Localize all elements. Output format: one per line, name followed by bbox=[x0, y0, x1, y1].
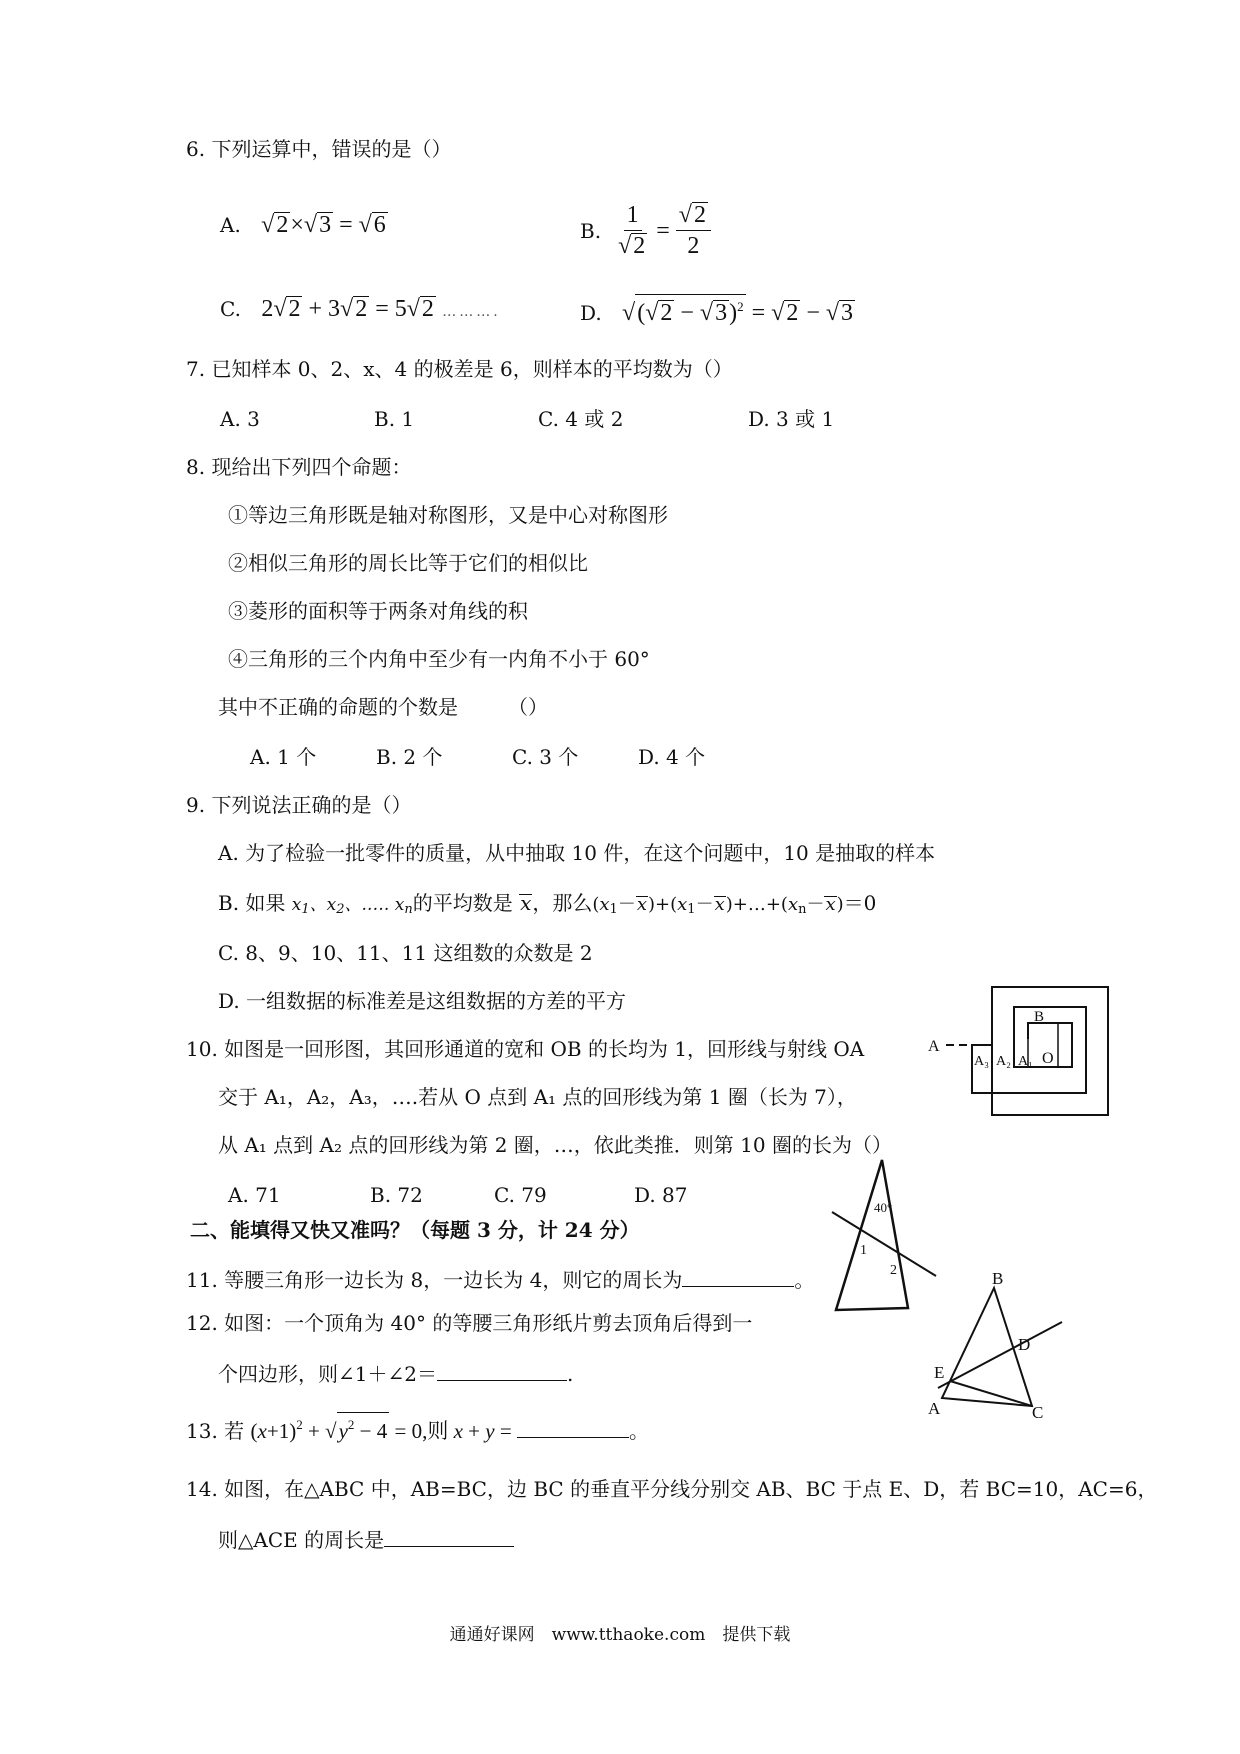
q14-triangle-figure bbox=[924, 1270, 1064, 1420]
q10-line-2: 交于 A₁，A₂，A₃，….若从 O 点到 A₁ 点的回形线为第 1 圈（长为 7）， bbox=[218, 1085, 857, 1109]
q11-text bbox=[186, 1264, 814, 1293]
q7-stem: 7. 已知样本 0、2、x、4 的极差是 6，则样本的平均数为（） bbox=[186, 357, 733, 381]
q12-fig-label-2: 2 bbox=[890, 1263, 897, 1278]
q14-fig-label-a: A bbox=[928, 1399, 941, 1418]
q10-fig-label-b: B bbox=[1034, 1009, 1045, 1025]
q12-end: . bbox=[566, 1362, 574, 1386]
q10-fig-label-a2: A₂ bbox=[996, 1054, 1011, 1069]
q12-fig-label-1: 1 bbox=[860, 1243, 867, 1258]
q9-option-a: A. 为了检验一批零件的质量，从中抽取 10 件，在这个问题中，10 是抽取的样本 bbox=[218, 841, 936, 865]
q10-fig-label-a1: A₁ bbox=[1018, 1054, 1033, 1069]
q13-end: 。 bbox=[628, 1419, 649, 1443]
q14-fig-label-e: E bbox=[934, 1363, 945, 1382]
q12-line-2 bbox=[218, 1358, 573, 1387]
q10-option-a: A. 71 bbox=[228, 1183, 281, 1207]
q9-option-b-mid: 的平均数是 bbox=[412, 891, 513, 915]
q9-option-b-sum: $(x_1-x)+(x_1-x)+\dots+(x_n-x)$ bbox=[592, 894, 844, 917]
q14-fig-label-d: D bbox=[1018, 1335, 1031, 1354]
q10-spiral-figure bbox=[926, 985, 1116, 1120]
q14-fig-label-c: C bbox=[1032, 1403, 1044, 1420]
q14-fig-label-b: B bbox=[992, 1270, 1004, 1288]
q8-stem: 8. 现给出下列四个命题： bbox=[186, 455, 412, 479]
q10-option-c: C. 79 bbox=[494, 1183, 547, 1207]
q6-option-b-math: $\frac{1}{√2}$ = $\frac{√2}{2}$ bbox=[615, 200, 711, 261]
q9-option-b-end: ＝0 bbox=[843, 891, 877, 915]
q10-line-1: 10. 如图是一回形图，其回形通道的宽和 OB 的长均为 1，回形线与射线 OA bbox=[186, 1037, 865, 1061]
q13-equation: $(x+1)^2 + √y^2 - 4 = 0$,则 x + y = bbox=[251, 1419, 517, 1443]
q6-option-d-label: D. bbox=[580, 301, 602, 325]
q9-xbar: x bbox=[520, 891, 532, 915]
q13-answer-blank[interactable] bbox=[517, 1415, 629, 1438]
q9-option-b-then: ，那么 bbox=[532, 891, 593, 915]
q9-stem: 9. 下列说法正确的是（） bbox=[186, 793, 412, 817]
q8-question: 其中不正确的命题的个数是 （） bbox=[218, 695, 548, 719]
q6-option-a-math: √2×√3 = √6 bbox=[261, 212, 386, 238]
q10-line-3: 从 A₁ 点到 A₂ 点的回形线为第 2 圈，…，依此类推．则第 10 圈的长为（） bbox=[218, 1133, 892, 1157]
q6-option-d bbox=[580, 294, 855, 326]
q6-option-c bbox=[220, 296, 501, 325]
q11-end: 。 bbox=[794, 1268, 815, 1292]
q14-line-1: 14. 如图，在△ABC 中，AB=BC，边 BC 的垂直平分线分别交 AB、BC 于点 E、D，若 BC=10，AC=6， bbox=[186, 1477, 1158, 1501]
q7-option-c: C. 4 或 2 bbox=[538, 407, 624, 431]
q7-option-d: D. 3 或 1 bbox=[748, 407, 835, 431]
q6-option-b-label: B. bbox=[580, 218, 602, 243]
q12-fig-label-40: 40° bbox=[874, 1200, 893, 1215]
q14-answer-blank[interactable] bbox=[384, 1524, 514, 1547]
q6-option-a bbox=[220, 212, 388, 238]
q7-option-b: B. 1 bbox=[374, 407, 415, 431]
section-2-heading: 二、能填得又快又准吗？（每题 3 分，计 24 分） bbox=[190, 1218, 640, 1242]
q6-option-d-math: $√(√2 - √3)^2 = √2 - √3$ bbox=[622, 300, 855, 326]
q9-option-c: C. 8、9、10、11、11 这组数的众数是 2 bbox=[218, 941, 593, 965]
q13-prefix: 13. 若 bbox=[186, 1419, 245, 1443]
q8-option-d: D. 4 个 bbox=[638, 745, 706, 769]
q14-line-2-text: 则△ACE 的周长是 bbox=[218, 1528, 385, 1552]
q9-option-b-vars: $x_1$、$x_2$、.…. $x_n$ bbox=[291, 895, 413, 917]
q12-answer-blank[interactable] bbox=[437, 1358, 567, 1381]
q7-option-a: A. 3 bbox=[220, 407, 260, 431]
q11-answer-blank[interactable] bbox=[682, 1264, 794, 1287]
q11-stem: 11. 等腰三角形一边长为 8，一边长为 4，则它的周长为 bbox=[186, 1268, 683, 1292]
q8-option-c: C. 3 个 bbox=[512, 745, 579, 769]
q6-option-c-dots: ………. bbox=[442, 304, 501, 320]
q12-line-2-text: 个四边形，则∠1＋∠2＝ bbox=[218, 1362, 437, 1386]
q6-stem: 6. 下列运算中，错误的是（） bbox=[186, 137, 452, 161]
q8-option-a: A. 1 个 bbox=[250, 745, 317, 769]
q14-line-2 bbox=[218, 1524, 514, 1553]
q6-option-b bbox=[580, 200, 711, 261]
q13-text bbox=[186, 1412, 649, 1444]
q6-option-c-label: C. bbox=[220, 297, 241, 321]
q9-option-b bbox=[218, 890, 876, 923]
q10-option-b: B. 72 bbox=[370, 1183, 423, 1207]
q8-item-2: ②相似三角形的周长比等于它们的相似比 bbox=[228, 551, 588, 575]
q6-option-c-math: 2√2 + 3√2 = 5√2 bbox=[261, 296, 434, 322]
q6-option-a-label: A. bbox=[220, 213, 241, 237]
q10-fig-label-a3: A₃ bbox=[974, 1054, 989, 1069]
q8-option-b: B. 2 个 bbox=[376, 745, 443, 769]
q9-option-b-prefix: B. 如果 bbox=[218, 891, 286, 915]
q8-item-1: ①等边三角形既是轴对称图形，又是中心对称图形 bbox=[228, 503, 668, 527]
q10-fig-label-o: O bbox=[1042, 1050, 1054, 1067]
q12-triangle-figure bbox=[828, 1158, 938, 1318]
page-footer: 通通好课网 www.tthaoke.com 提供下载 bbox=[449, 1625, 791, 1645]
q9-option-d: D. 一组数据的标准差是这组数据的方差的平方 bbox=[218, 989, 627, 1013]
q8-item-4: ④三角形的三个内角中至少有一内角不小于 60° bbox=[228, 647, 650, 671]
q8-item-3: ③菱形的面积等于两条对角线的积 bbox=[228, 599, 528, 623]
q10-fig-label-a: A bbox=[928, 1038, 940, 1055]
q12-line-1: 12. 如图：一个顶角为 40° 的等腰三角形纸片剪去顶角后得到一 bbox=[186, 1311, 753, 1335]
q10-option-d: D. 87 bbox=[634, 1183, 688, 1207]
